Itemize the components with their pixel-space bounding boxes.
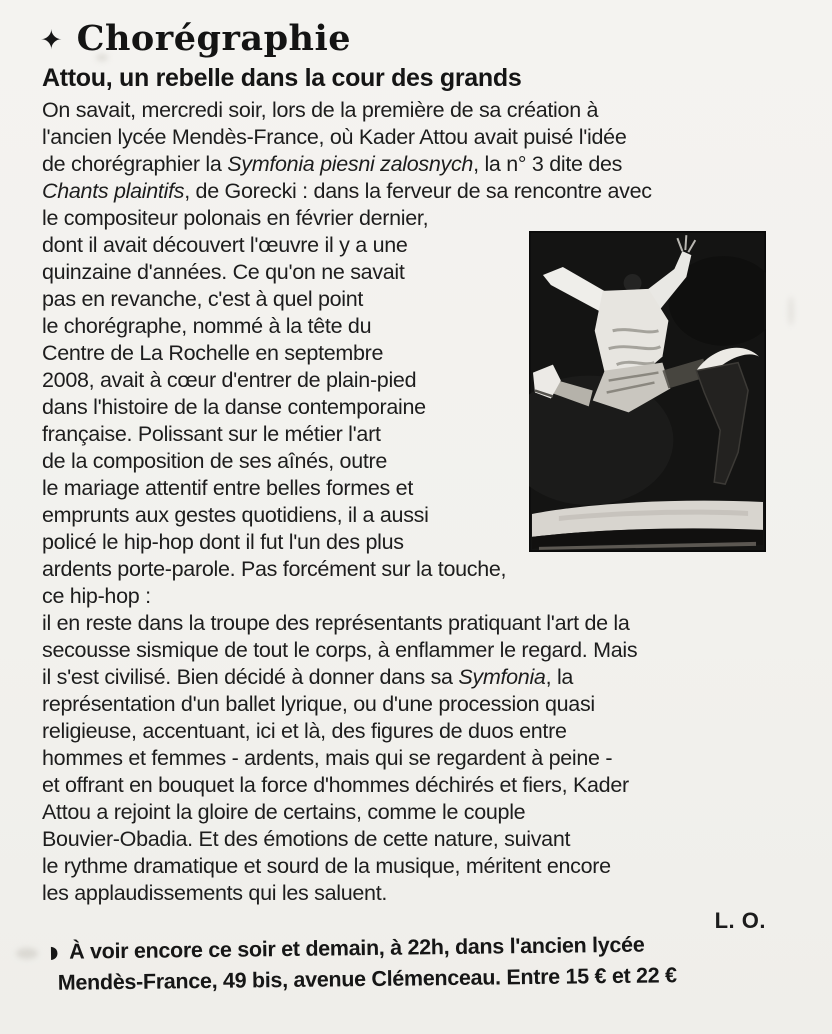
article-line-segment: le chorégraphe, nommé à la tête du — [42, 314, 372, 338]
article-line — [42, 691, 766, 718]
article-line-segment: emprunts aux gestes quotidiens, il a aussi — [42, 503, 429, 527]
article-line-segment: le mariage attentif entre belles formes et — [42, 476, 414, 500]
article-line-segment: française. Polissant sur le métier l'art — [42, 422, 381, 446]
star-bullet-icon: ✦ — [40, 24, 63, 56]
article-line-segment: l'ancien lycée Mendès-France, où Kader Attou avait puisé l'idée — [42, 125, 627, 149]
article-line — [42, 664, 766, 691]
article-line — [42, 556, 766, 610]
article-line-segment: quinzaine d'années. Ce qu'on ne savait — [42, 260, 405, 284]
footnote-text-1: À voir encore ce soir et demain, à 22h, dans l'ancien lycée — [68, 932, 645, 964]
article-line-segment: Bouvier-Obadia. Et des émotions de cette nature, suivant — [42, 827, 571, 851]
article-line-segment: , la n° 3 dite des — [473, 152, 623, 176]
article-line-segment: hommes et femmes - ardents, mais qui se regardent à peine - — [42, 746, 613, 770]
article-line-segment: , de Gorecki : dans la ferveur de sa rencontre avec — [184, 179, 652, 203]
scan-smudge — [788, 296, 794, 326]
author-initials: L. O. — [714, 908, 766, 933]
article-line — [42, 97, 766, 124]
article-line — [42, 718, 766, 745]
article-line-segment: il s'est civilisé. Bien décidé à donner dans sa — [42, 665, 459, 689]
article-line-italic-segment: Symfonia piesni zalosnych — [227, 152, 474, 176]
right-half-circle-bullet-icon: ◗ — [49, 942, 59, 963]
article-line-italic-segment: Chants plaintifs — [42, 179, 185, 203]
article-line-segment: Attou a rejoint la gloire de certains, comme le couple — [42, 800, 526, 824]
article-line — [42, 637, 766, 664]
article-line-segment: 2008, avait à cœur d'entrer de plain-pied — [42, 368, 417, 392]
article-line-segment: il en reste dans la troupe des représentants pratiquant l'art de la — [42, 611, 630, 635]
article-line-segment: pas en revanche, c'est à quel point — [42, 287, 364, 311]
event-info-footnote — [41, 929, 802, 998]
article-line-segment: religieuse, accentuant, ici et là, des figures de duos entre — [42, 719, 567, 743]
article-line — [42, 880, 766, 907]
article-line — [42, 745, 766, 772]
article-line-segment: de la composition de ses aînés, outre — [42, 449, 388, 473]
article-line-segment: de chorégraphier la — [42, 152, 228, 176]
article-line — [42, 178, 766, 205]
article-line-segment: secousse sismique de tout le corps, à enflammer le regard. Mais — [42, 638, 638, 662]
article-line-segment: représentation d'un ballet lyrique, ou d'une procession quasi — [42, 692, 595, 716]
section-title: Chorégraphie — [76, 18, 352, 59]
article-line — [42, 853, 766, 880]
article-line-segment: dans l'histoire de la danse contemporaine — [42, 395, 426, 419]
article-line — [42, 124, 766, 151]
article-line — [42, 826, 766, 853]
article-line-segment: les applaudissements qui les saluent. — [42, 881, 388, 905]
article-line — [42, 799, 766, 826]
section-header — [42, 18, 766, 60]
dancer-mid-leap-illustration — [529, 231, 766, 552]
article-line-segment: dont il avait découvert l'œuvre il y a une — [42, 233, 408, 257]
article-line — [42, 610, 766, 637]
scan-smudge — [16, 948, 38, 959]
article-line — [42, 772, 766, 799]
article-line-segment: On savait, mercredi soir, lors de la première de sa création à — [42, 98, 599, 122]
article-line-segment: le compositeur polonais en février dernier, — [42, 206, 429, 230]
article-line-segment: policé le hip-hop dont il fut l'un des plus — [42, 530, 404, 554]
article-line-segment: le rythme dramatique et sourd de la musique, méritent encore — [42, 854, 611, 878]
footnote-line-2: Mendès-France, 49 bis, avenue Clémenceau. Entre 15 € et 22 € — [57, 963, 677, 995]
dancer-photo — [529, 231, 766, 552]
article-line-italic-segment: Symfonia — [458, 665, 546, 689]
article-line-segment: , la — [545, 665, 574, 689]
article-column — [42, 18, 766, 934]
article-line — [42, 205, 766, 232]
article-headline: Attou, un rebelle dans la cour des grands — [42, 64, 522, 92]
article-line-segment: ardents porte-parole. Pas forcément sur la touche, ce hip-hop : — [42, 557, 507, 608]
article-line — [42, 151, 766, 178]
article-line-segment: et offrant en bouquet la force d'hommes déchirés et fiers, Kader — [42, 773, 629, 797]
article-line-segment: Centre de La Rochelle en septembre — [42, 341, 384, 365]
article-text — [42, 97, 766, 907]
